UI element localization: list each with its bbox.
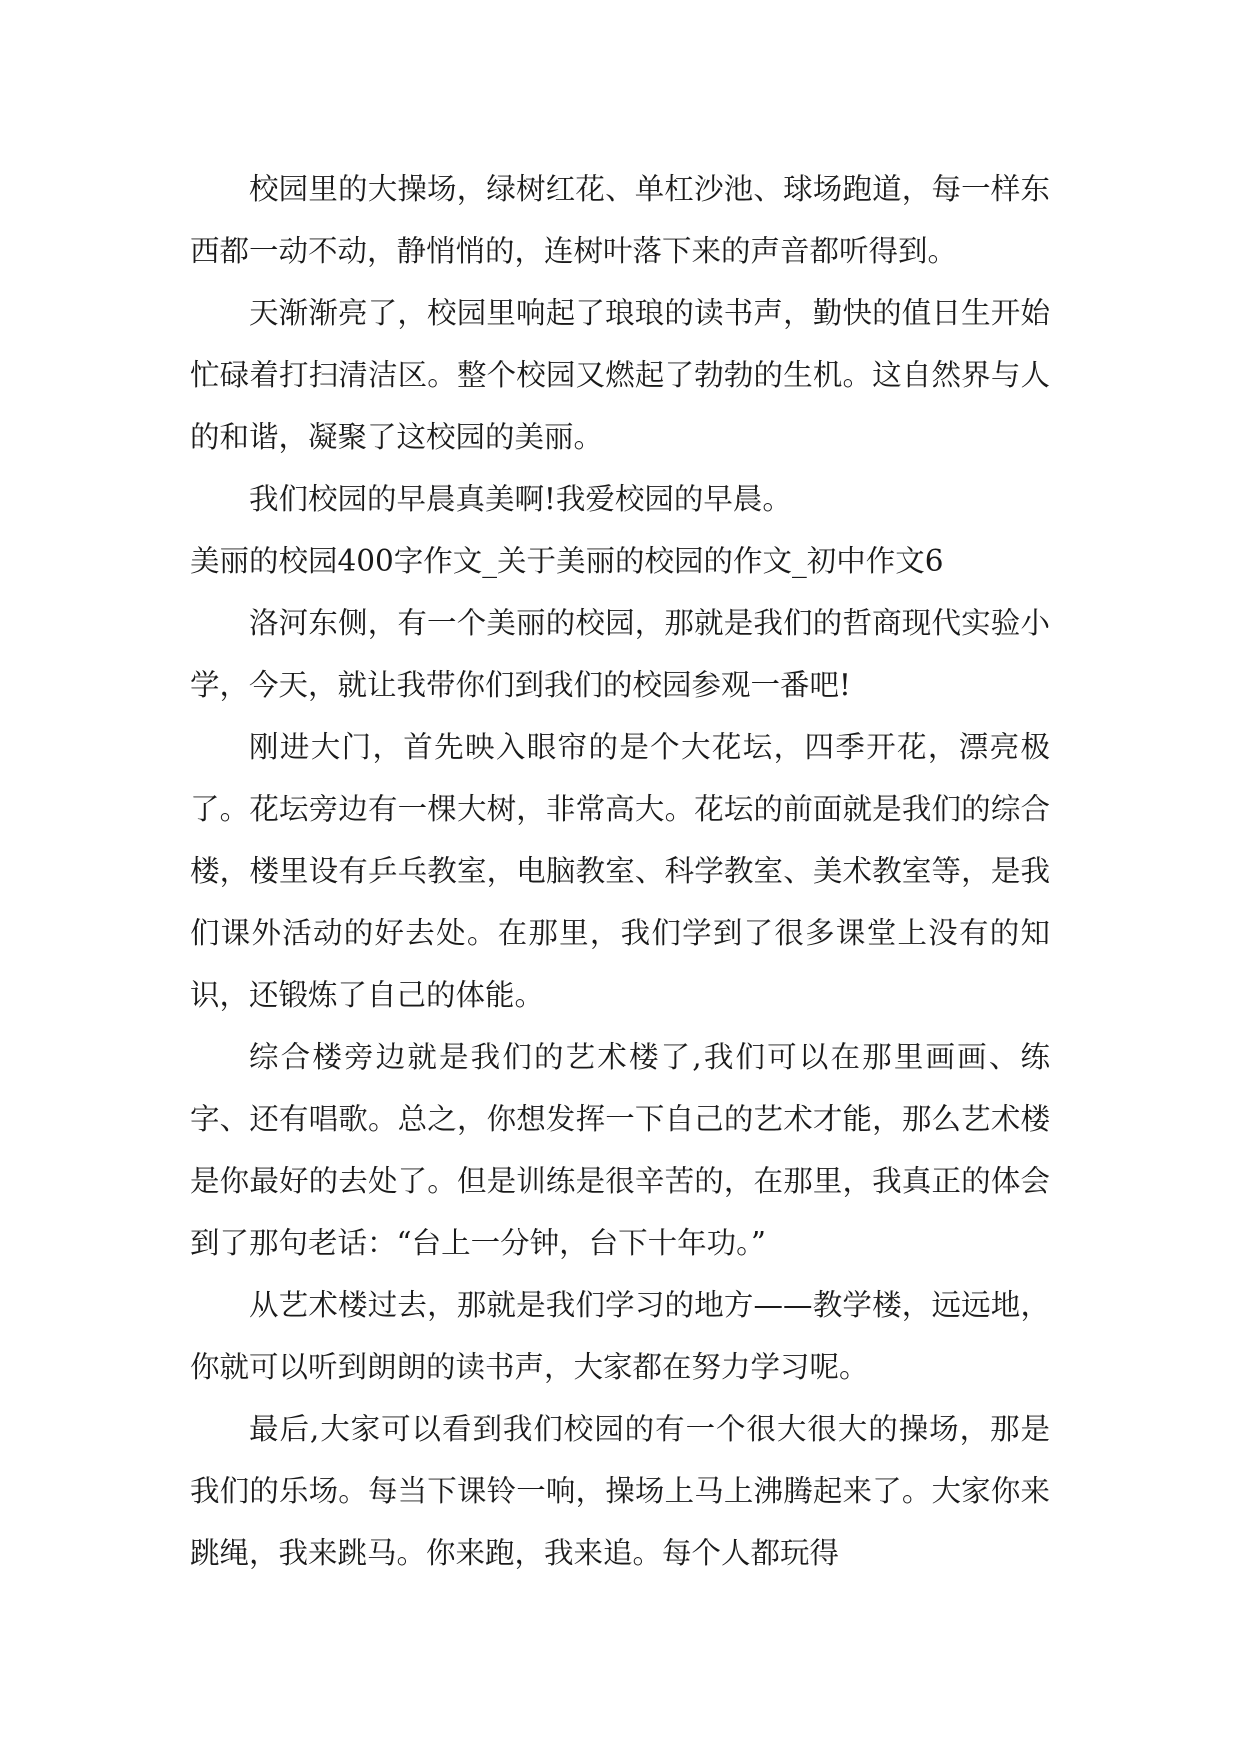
paragraph: 校园里的大操场，绿树红花、单杠沙池、球场跑道，每一样东西都一动不动，静悄悄的，连树叶落下来的声音都听得到。 — [190, 172, 1050, 268]
document-body — [190, 158, 1050, 1584]
paragraph: 综合楼旁边就是我们的艺术楼了,我们可以在那里画画、练字、还有唱歌。总之，你想发挥一下自己的艺术才能，那么艺术楼是你最好的去处了。但是训练是很辛苦的，在那里，我真正的体会到了那句老话：“台上一分钟，台下十年功。” — [190, 1040, 1050, 1260]
paragraph: 从艺术楼过去，那就是我们学习的地方——教学楼，远远地，你就可以听到朗朗的读书声，大家都在努力学习呢。 — [190, 1288, 1050, 1384]
paragraph: 最后,大家可以看到我们校园的有一个很大很大的操场，那是我们的乐场。每当下课铃一响，操场上马上沸腾起来了。大家你来跳绳，我来跳马。你来跑，我来追。每个人都玩得 — [190, 1412, 1050, 1570]
paragraph: 天渐渐亮了，校园里响起了琅琅的读书声，勤快的值日生开始忙碌着打扫清洁区。整个校园又燃起了勃勃的生机。这自然界与人的和谐，凝聚了这校园的美丽。 — [190, 296, 1050, 454]
paragraph: 刚进大门，首先映入眼帘的是个大花坛，四季开花，漂亮极了。花坛旁边有一棵大树，非常高大。花坛的前面就是我们的综合楼，楼里设有乒乓教室，电脑教室、科学教室、美术教室等，是我们课外活动的好去处。在那里，我们学到了很多课堂上没有的知识，还锻炼了自己的体能。 — [190, 730, 1050, 1012]
article-heading: 美丽的校园400字作文_关于美丽的校园的作文_初中作文6 — [190, 544, 944, 578]
paragraph: 洛河东侧，有一个美丽的校园，那就是我们的哲商现代实验小学，今天，就让我带你们到我们的校园参观一番吧! — [190, 606, 1050, 702]
paragraph: 我们校园的早晨真美啊!我爱校园的早晨。 — [249, 482, 792, 516]
